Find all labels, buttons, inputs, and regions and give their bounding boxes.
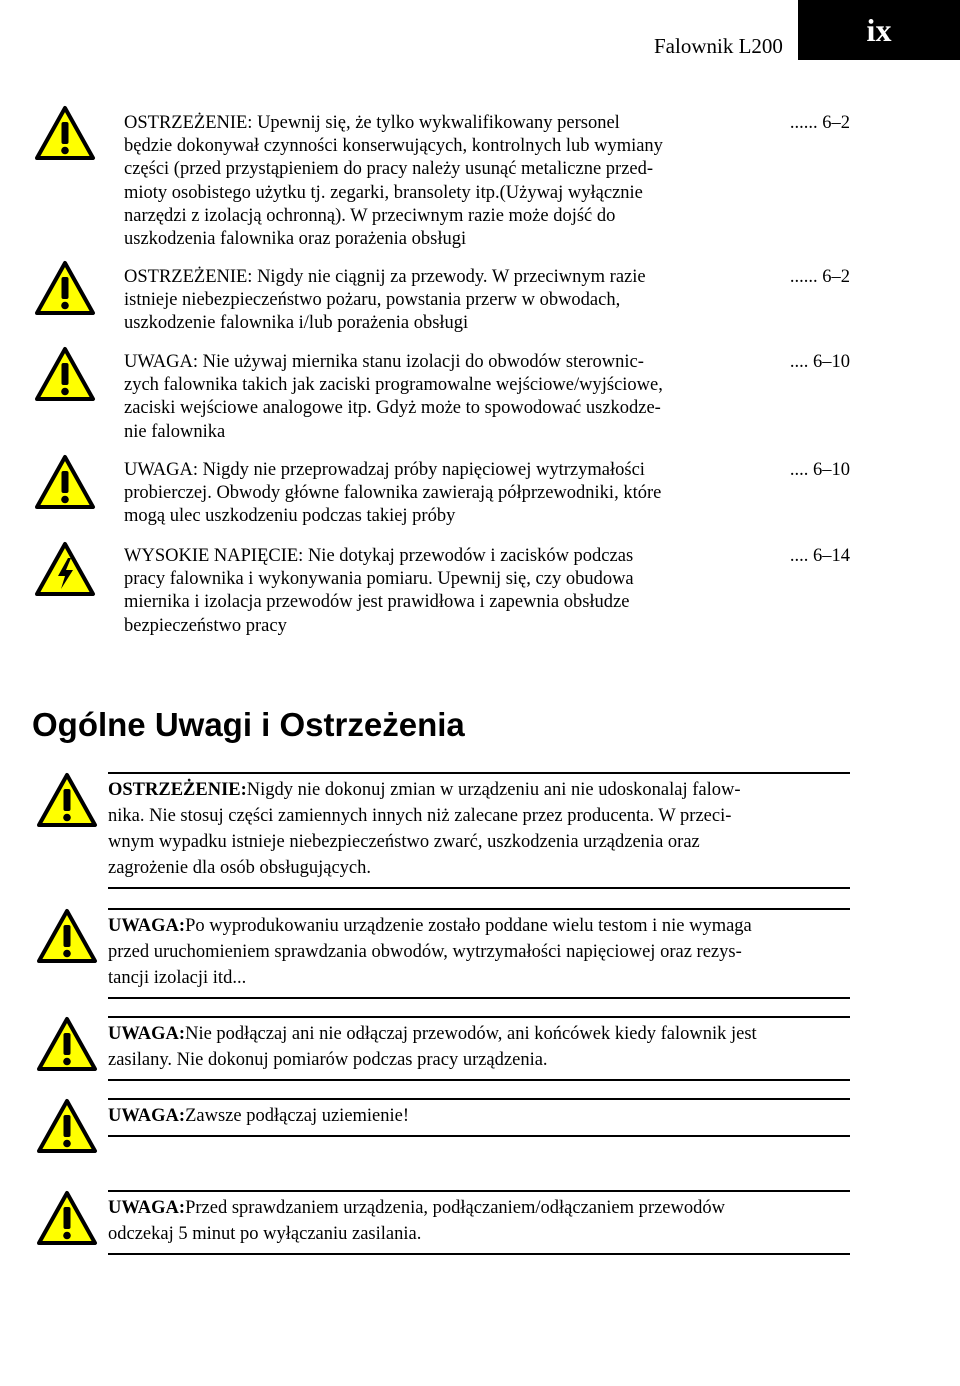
general-warning-text-1 <box>108 777 850 881</box>
section-title: Ogólne Uwagi i Ostrzeżenia <box>32 706 465 743</box>
warning-icon <box>34 346 96 402</box>
page-ref-5: .... 6–14 <box>789 546 850 566</box>
block-label: UWAGA: <box>108 1024 186 1044</box>
block-body: Nigdy nie dokonuj zmian w urządzeniu ani nie udoskonalaj falow- nika. Nie stosuj części zamiennych innych niż zalecane przez producenta. W przeci- wnym wypadku istnieje niebezpieczeństwo zwarć, uszkodzenia urządzenia oraz zagrożenie dla osób obsługujących. <box>108 780 741 878</box>
high-voltage-text: WYSOKIE NAPIĘCIE: Nie dotykaj przewodów i zacisków podczas pracy falownika i wykonywania pomiaru. Upewnij się, czy obudowa miernika i izolacja przewodów jest prawidłowa i zapewnia obsłudze bezpieczeństwo pracy <box>124 546 634 636</box>
block-body: Nie podłączaj ani nie odłączaj przewodów, ani końcówek kiedy falownik jest zasilany. Nie dokonuj pomiarów podczas pracy urządzenia. <box>108 1024 757 1070</box>
warning-icon <box>36 1016 98 1072</box>
block-body: Zawsze podłączaj uziemienie! <box>185 1106 410 1126</box>
page-ref-2: ...... 6–2 <box>789 267 850 287</box>
general-caution-text-1 <box>108 913 850 991</box>
page-ref-4: .... 6–10 <box>789 460 850 480</box>
general-caution-block-2 <box>108 1016 850 1081</box>
block-label: OSTRZEŻENIE: <box>108 780 247 800</box>
block-label: UWAGA: <box>108 1106 186 1126</box>
page-ref-3: .... 6–10 <box>789 352 850 372</box>
caution-text-1: UWAGA: Nie używaj miernika stanu izolacji do obwodów sterownic- zych falownika takich jak zaciski programowalne wejściowe/wyjściowe, zaciski wejściowe analogowe itp. Gdyż może to spowodować uszkodze- nie falownika <box>124 352 663 442</box>
warning-icon <box>36 772 98 828</box>
block-body: Przed sprawdzaniem urządzenia, podłączaniem/odłączaniem przewodów odczekaj 5 minut po wyłączaniu zasilania. <box>108 1198 725 1244</box>
warning-icon <box>36 908 98 964</box>
general-caution-text-3 <box>108 1103 850 1129</box>
page-ref-1: ...... 6–2 <box>789 113 850 133</box>
warning-text-2: OSTRZEŻENIE: Nigdy nie ciągnij za przewody. W przeciwnym razie istnieje niebezpieczeństwo pożaru, powstania przerw w obwodach, uszkodzenie falownika i/lub porażenia obsługi <box>124 267 646 334</box>
warning-icon <box>36 1098 98 1154</box>
warning-icon <box>34 105 96 161</box>
general-caution-text-4 <box>108 1195 850 1247</box>
header-title: Falownik L200 <box>654 34 783 58</box>
general-caution-text-2 <box>108 1021 850 1073</box>
block-body: Po wyprodukowaniu urządzenie zostało poddane wielu testom i nie wymaga przed uruchomieniem sprawdzania obwodów, wytrzymałości napięciowej oraz rezys- tancji izolacji itd... <box>108 916 752 988</box>
general-caution-block-1 <box>108 908 850 999</box>
caution-text-2: UWAGA: Nigdy nie przeprowadzaj próby napięciowej wytrzymałości probierczej. Obwody główne falownika zawierają półprzewodniki, które mogą ulec uszkodzeniu podczas takiej próby <box>124 460 662 527</box>
page-number: ix <box>866 11 892 48</box>
general-caution-block-4 <box>108 1190 850 1255</box>
high-voltage-icon <box>34 541 96 597</box>
general-caution-block-3 <box>108 1098 850 1137</box>
warning-icon <box>34 260 96 316</box>
warning-icon <box>36 1190 98 1246</box>
block-label: UWAGA: <box>108 916 186 936</box>
warning-text-1: OSTRZEŻENIE: Upewnij się, że tylko wykwalifikowany personel będzie dokonywał czynności konserwujących, kontrolnych lub wymiany części (przed przystąpieniem do pracy należy usunąć metaliczne przed- mioty osobistego użytku tj. zegarki, bransolety itp.(Używaj wyłącznie narzędzi z izolacją ochronną). W przeciwnym razie może dojść do uszkodzenia falownika oraz porażenia obsługi <box>124 113 663 250</box>
block-label: UWAGA: <box>108 1198 186 1218</box>
page-number-tab <box>798 0 960 60</box>
warning-icon <box>34 454 96 510</box>
general-warning-block-1 <box>108 772 850 889</box>
